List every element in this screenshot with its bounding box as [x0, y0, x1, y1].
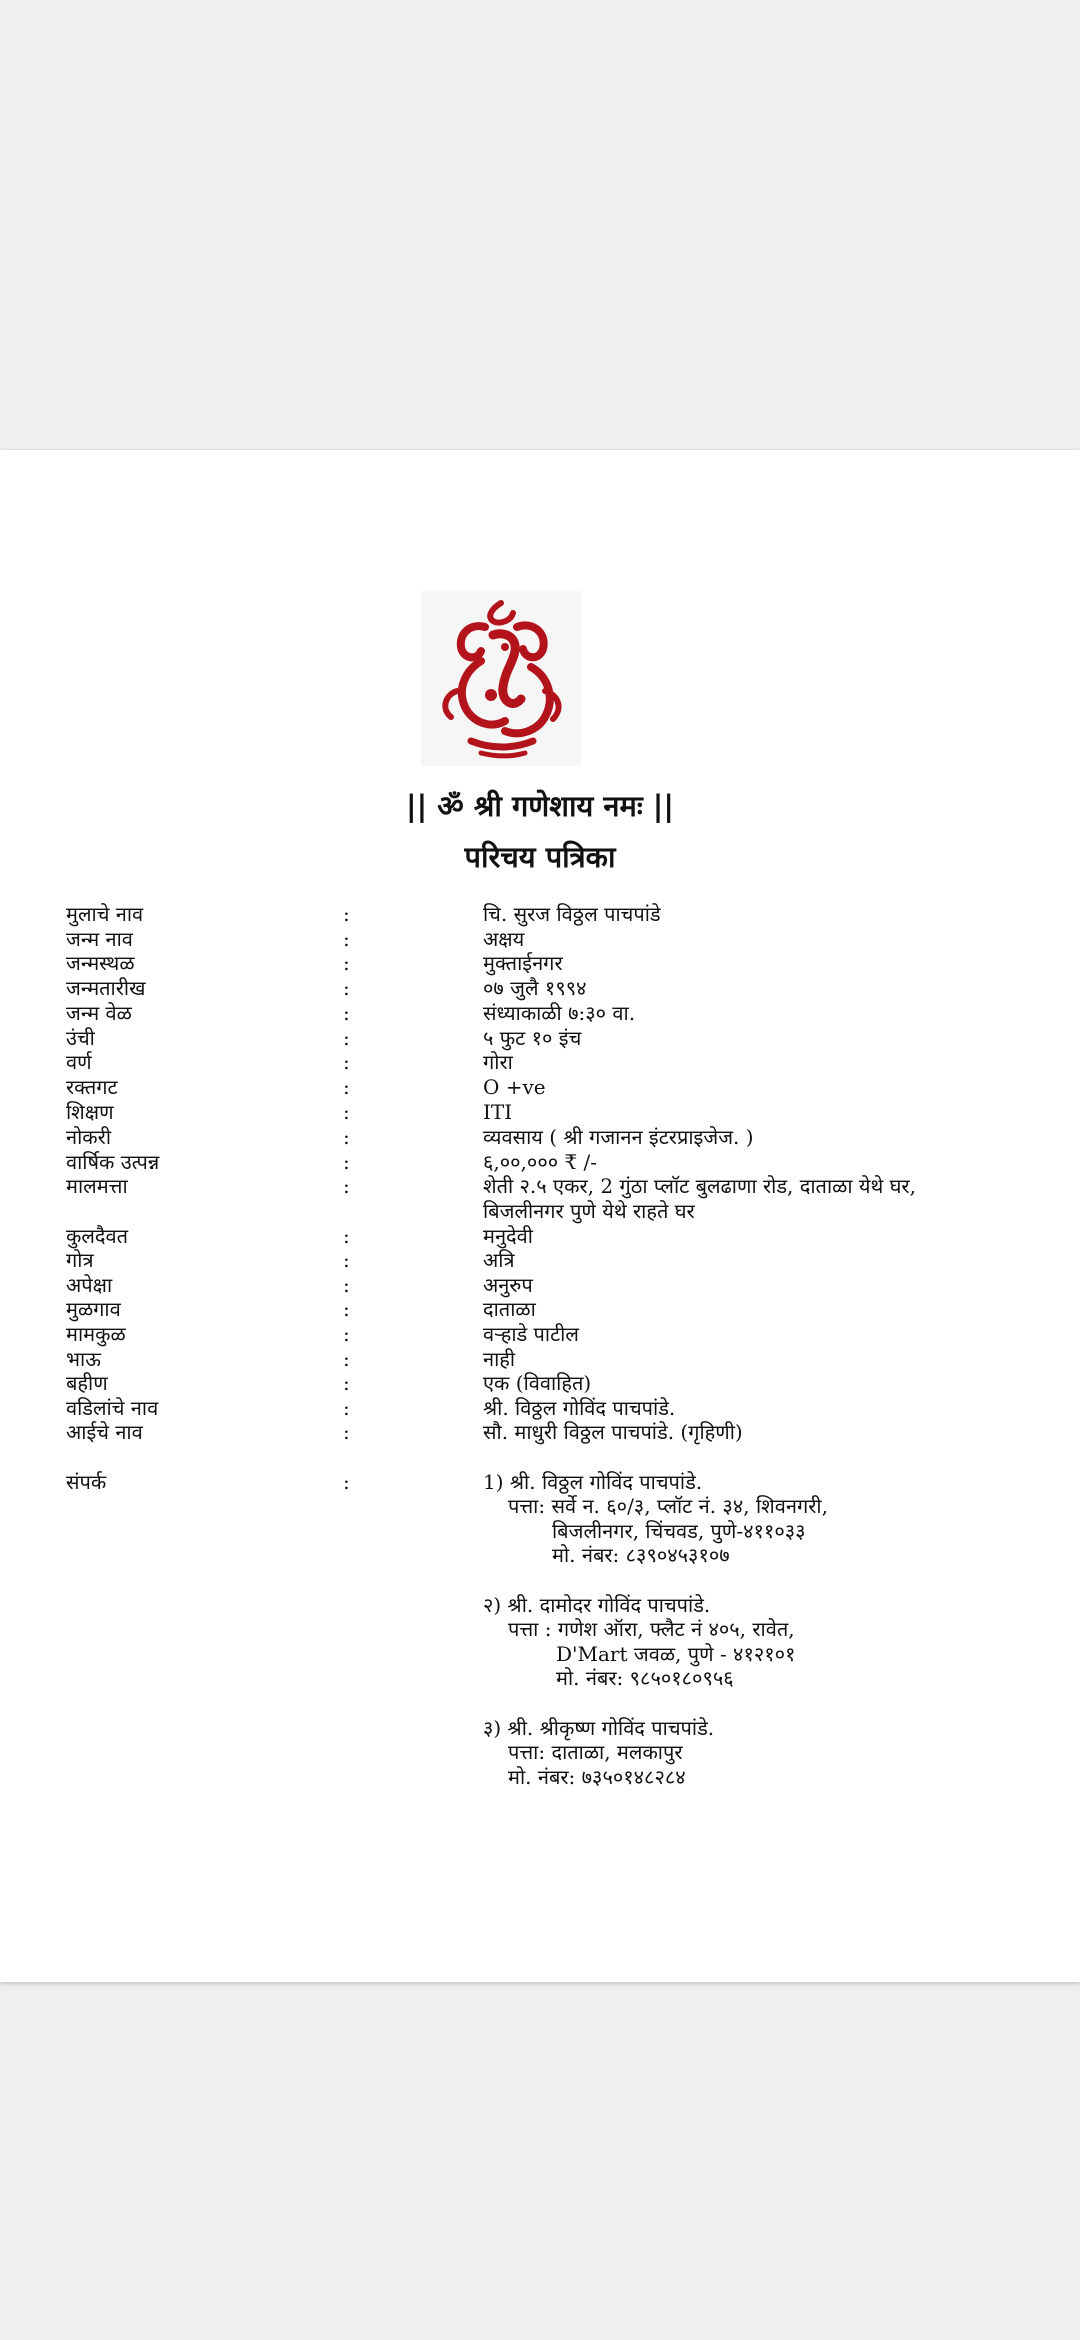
field-colon: :: [343, 1026, 350, 1050]
contact-phone: मो. नंबर: ९८५०१८०९५६: [556, 1666, 734, 1690]
contact-phone: मो. नंबर: ८३९०४५३१०७: [552, 1543, 730, 1567]
logo: [421, 591, 581, 766]
field-colon: :: [343, 1396, 350, 1420]
field-label: वार्षिक उत्पन्न: [66, 1150, 160, 1174]
field-colon: :: [343, 951, 350, 975]
field-colon: :: [343, 1224, 350, 1248]
field-colon: :: [343, 1150, 350, 1174]
field-label: मामकुळ: [66, 1322, 126, 1346]
field-row: [0, 1273, 1080, 1298]
biodata-page: [0, 450, 1080, 1982]
field-value: O +ve: [483, 1075, 546, 1099]
ganesha-icon: [421, 591, 581, 766]
field-label: मालमत्ता: [66, 1174, 128, 1198]
field-value: वऱ्हाडे पाटील: [483, 1322, 579, 1346]
field-value: ०७ जुलै १९९४: [483, 976, 587, 1000]
field-row: [0, 1322, 1080, 1347]
field-colon: :: [343, 1322, 350, 1346]
field-value: दाताळा: [483, 1297, 536, 1321]
field-colon: :: [343, 1001, 350, 1025]
field-value: गोरा: [483, 1050, 513, 1074]
contact-address: बिजलीनगर, चिंचवड, पुणे-४११०३३: [552, 1519, 806, 1543]
field-label: नोकरी: [66, 1125, 111, 1149]
field-colon: :: [343, 1470, 350, 1494]
field-label: बहीण: [66, 1371, 108, 1395]
field-row: [0, 1100, 1080, 1125]
field-label: गोत्र: [66, 1248, 94, 1272]
field-row: [0, 1371, 1080, 1396]
field-value: अनुरुप: [483, 1273, 533, 1297]
field-row: [0, 902, 1080, 927]
field-label: उंची: [66, 1026, 95, 1050]
field-value: नाही: [483, 1347, 516, 1371]
field-row: [0, 1396, 1080, 1421]
field-colon: :: [343, 1050, 350, 1074]
field-row: [0, 1224, 1080, 1249]
contact-address: पत्ता: दाताळा, मलकापुर: [508, 1740, 683, 1764]
field-colon: :: [343, 1125, 350, 1149]
field-label: रक्तगट: [66, 1075, 118, 1099]
field-row: [0, 1050, 1080, 1075]
field-colon: :: [343, 902, 350, 926]
field-label: मुलाचे नाव: [66, 902, 144, 926]
field-row: [0, 927, 1080, 952]
field-colon: :: [343, 1248, 350, 1272]
field-value-continued: बिजलीनगर पुणे येथे राहते घर: [483, 1199, 695, 1223]
field-colon: :: [343, 927, 350, 951]
field-label: जन्म वेळ: [66, 1001, 132, 1025]
field-label: जन्म नाव: [66, 927, 133, 951]
field-value: ITI: [483, 1100, 513, 1124]
field-colon: :: [343, 1371, 350, 1395]
field-row: [0, 951, 1080, 976]
field-colon: :: [343, 1420, 350, 1444]
contact-name: 1) श्री. विठ्ठल गोविंद पाचपांडे.: [483, 1470, 703, 1494]
field-label: वर्ण: [66, 1050, 92, 1074]
field-value: संध्याकाळी ७:३० वा.: [483, 1001, 636, 1025]
field-row: [0, 1347, 1080, 1372]
contact-label: संपर्क: [66, 1470, 107, 1494]
field-row: [0, 1026, 1080, 1051]
field-colon: :: [343, 1100, 350, 1124]
page-title: परिचय पत्रिका: [464, 840, 616, 874]
field-colon: :: [343, 1273, 350, 1297]
field-value: अक्षय: [483, 927, 525, 951]
field-label: जन्मतारीख: [66, 976, 146, 1000]
field-label: अपेक्षा: [66, 1273, 113, 1297]
field-colon: :: [343, 1297, 350, 1321]
field-colon: :: [343, 1075, 350, 1099]
field-value: शेती २.५ एकर, 2 गुंठा प्लॉट बुलढाणा रोड, दाताळा येथे घर,: [483, 1174, 916, 1198]
contact-phone: मो. नंबर: ७३५०१४८२८४: [508, 1765, 686, 1789]
contact-address: D'Mart जवळ, पुणे - ४१२१०१: [556, 1642, 796, 1666]
field-value: एक (विवाहित): [483, 1371, 592, 1395]
field-label: शिक्षण: [66, 1100, 114, 1124]
field-row: [0, 1420, 1080, 1445]
field-row: [0, 1248, 1080, 1273]
field-value: व्यवसाय ( श्री गजानन इंटरप्राइजेज. ): [483, 1125, 754, 1149]
field-value: मनुदेवी: [483, 1224, 533, 1248]
field-label: भाऊ: [66, 1347, 101, 1371]
field-value: ६,००,००० ₹ /-: [483, 1150, 598, 1174]
field-value: चि. सुरज विठ्ठल पाचपांडे: [483, 902, 661, 926]
field-row-continued: [0, 1199, 1080, 1224]
field-value: अत्रि: [483, 1248, 515, 1272]
field-row: [0, 1297, 1080, 1322]
contact-name: ३) श्री. श्रीकृष्ण गोविंद पाचपांडे.: [483, 1716, 715, 1740]
field-colon: :: [343, 976, 350, 1000]
field-colon: :: [343, 1174, 350, 1198]
field-row: [0, 1150, 1080, 1175]
field-colon: :: [343, 1347, 350, 1371]
contact-address: पत्ता: सर्वे न. ६०/३, प्लॉट नं. ३४, शिवनगरी,: [508, 1494, 828, 1518]
field-row: [0, 1075, 1080, 1100]
field-label: मुळगाव: [66, 1297, 121, 1321]
field-value: ५ फुट १० इंच: [483, 1026, 582, 1050]
field-label: कुलदैवत: [66, 1224, 129, 1248]
field-row: [0, 976, 1080, 1001]
field-label: जन्मस्थळ: [66, 951, 135, 975]
field-row: [0, 1174, 1080, 1199]
field-row: [0, 1125, 1080, 1150]
field-value: मुक्ताईनगर: [483, 951, 563, 975]
invocation-text: || ॐ श्री गणेशाय नमः ||: [406, 789, 674, 823]
field-label: वडिलांचे नाव: [66, 1396, 159, 1420]
field-label: आईचे नाव: [66, 1420, 143, 1444]
field-value: सौ. माधुरी विठ्ठल पाचपांडे. (गृहिणी): [483, 1420, 743, 1444]
field-row: [0, 1001, 1080, 1026]
field-value: श्री. विठ्ठल गोविंद पाचपांडे.: [483, 1396, 676, 1420]
contact-name: २) श्री. दामोदर गोविंद पाचपांडे.: [483, 1593, 711, 1617]
contact-address: पत्ता : गणेश ऑरा, फ्लैट नं ४०५, रावेत,: [508, 1617, 795, 1641]
